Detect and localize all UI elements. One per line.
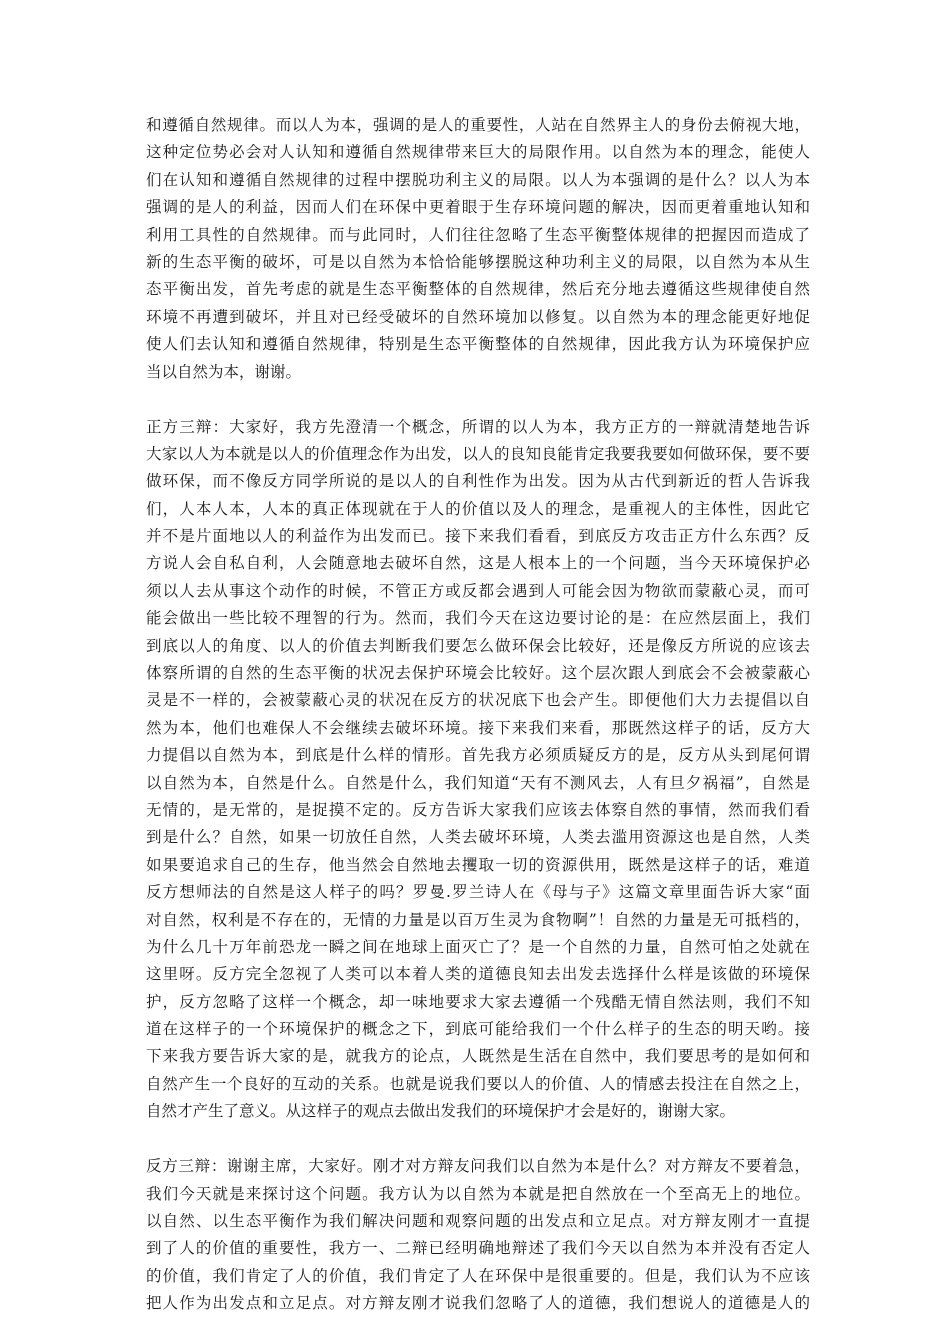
text-line: 当以自然为本，谢谢。: [146, 362, 302, 381]
text-line: 方说人会自私自利，人会随意地去破坏自然，这是人根本上的一个问题，当今天环境保护必: [146, 554, 810, 573]
text-line: 这里呀。反方完全忽视了人类可以本着人类的道德良知去出发去选择什么样是该做的环境保: [146, 965, 810, 984]
text-line: 为什么几十万年前恐龙一瞬之间在地球上面灭亡了？是一个自然的力量，自然可怕之处就在: [146, 937, 810, 956]
text-line: 以自然为本，自然是什么。自然是什么，我们知道“天有不测风去，人有旦夕祸福”，自然是: [146, 773, 810, 792]
text-line: 利用工具性的自然规律。而与此同时，人们往往忽略了生态平衡整体规律的把握因而造成了: [146, 225, 810, 244]
text-line: 下来我方要告诉大家的是，就我方的论点，人既然是生活在自然中，我们要思考的是如何和: [146, 1047, 810, 1066]
text-line: 我们今天就是来探讨这个问题。我方认为以自然为本就是把自然放在一个至高无上的地位。: [146, 1184, 810, 1203]
text-line: 强调的是人的利益，因而人们在环保中更着眼于生存环境问题的解决，因而更着重地认知和: [146, 198, 810, 217]
text-line: 这种定位势必会对人认知和遵循自然规律带来巨大的局限作用。以自然为本的理念，能使人: [146, 143, 810, 162]
paragraph-spacer: [146, 1126, 810, 1154]
text-line: 反方三辩：谢谢主席，大家好。刚才对方辩友问我们以自然为本是什么？对方辩友不要着急，: [146, 1157, 810, 1176]
text-line: 使人们去认知和遵循自然规律，特别是生态平衡整体的自然规律，因此我方认为环境保护应: [146, 335, 810, 354]
text-line: 的价值，我们肯定了人的价值，我们肯定了人在环保中是很重要的。但是，我们认为不应该: [146, 1266, 810, 1285]
text-line: 灵是不一样的，会被蒙蔽心灵的状况在反方的状况底下也会产生。即便他们大力去提倡以自: [146, 691, 810, 710]
text-line: 能会做出一些比较不理智的行为。然而，我们今天在这边要讨论的是：在应然层面上，我们: [146, 609, 810, 628]
text-line: 到是什么？自然，如果一切放任自然，人类去破坏环境，人类去滥用资源这也是自然，人类: [146, 828, 810, 847]
text-line: 护，反方忽略了这样一个概念，却一味地要求大家去遵循一个残酷无情自然法则，我们不知: [146, 992, 810, 1011]
text-line: 无情的，是无常的，是捉摸不定的。反方告诉大家我们应该去体察自然的事情，然而我们看: [146, 800, 810, 819]
text-line: 反方想师法的自然是这人样子的吗？罗曼.罗兰诗人在《母与子》这篇文章里面告诉大家“面: [146, 883, 810, 902]
text-line: 做环保，而不像反方同学所说的是以人的自利性作为出发。因为从古代到新近的哲人告诉我: [146, 472, 810, 491]
text-line: 道在这样子的一个环境保护的概念之下，到底可能给我们一个什么样子的生态的明天哟。接: [146, 1020, 810, 1039]
text-line: 们，人本人本，人本的真正体现就在于人的价值以及人的理念，是重视人的主体性，因此它: [146, 499, 810, 518]
text-line: 正方三辩：大家好，我方先澄清一个概念，所谓的以人为本，我方正方的一辩就清楚地告诉: [146, 417, 810, 436]
text-line: 力提倡以自然为本，到底是什么样的情形。首先我方必须质疑反方的是，反方从头到尾何谓: [146, 746, 810, 765]
paragraph-affirmative-third-debater: [146, 414, 810, 1126]
text-line: 并不是片面地以人的利益作为出发而已。接下来我们看看，到底反方攻击正方什么东西？反: [146, 527, 810, 546]
paragraph-closing-statement: [146, 112, 810, 386]
text-line: 新的生态平衡的破坏，可是以自然为本恰恰能够摆脱这种功利主义的局限，以自然为本从生: [146, 252, 810, 271]
text-line: 态平衡出发，首先考虑的就是生态平衡整体的自然规律，然后充分地去遵循这些规律使自然: [146, 280, 810, 299]
text-line: 须以人去从事这个动作的时候，不管正方或反都会遇到人可能会因为物欲而蒙蔽心灵，而可: [146, 581, 810, 600]
text-line: 自然才产生了意义。从这样子的观点去做出发我们的环境保护才会是好的，谢谢大家。: [146, 1102, 736, 1121]
text-line: 如果要追求自己的生存，他当然会自然地去攫取一切的资源供用，既然是这样子的话，难道: [146, 855, 810, 874]
text-line: 到底以人的角度、以人的价值去判断我们要怎么做环保会比较好，还是像反方所说的应该去: [146, 636, 810, 655]
text-line: 大家以人为本就是以人的价值理念作为出发，以人的良知良能肯定我要我要如何做环保，要不要: [146, 444, 810, 463]
text-line: 和遵循自然规律。而以人为本，强调的是人的重要性，人站在自然界主人的身份去俯视大地，: [146, 116, 810, 134]
text-line: 环境不再遭到破坏，并且对已经受破坏的自然环境加以修复。以自然为本的理念能更好地促: [146, 307, 810, 326]
text-line: 们在认知和遵循自然规律的过程中摆脱功利主义的局限。以人为本强调的是什么？以人为本: [146, 170, 810, 189]
text-line: 体察所谓的自然的生态平衡的状况去保护环境会比较好。这个层次跟人到底会不会被蒙蔽心: [146, 664, 810, 683]
document-page: [146, 112, 810, 1318]
text-line: 到了人的价值的重要性，我方一、二辩已经明确地辩述了我们今天以自然为本并没有否定人: [146, 1239, 810, 1258]
text-line: 以自然、以生态平衡作为我们解决问题和观察问题的出发点和立足点。对方辩友刚才一直提: [146, 1212, 810, 1231]
text-line: 把人作为出发点和立足点。对方辩友刚才说我们忽略了人的道德，我们想说人的道德是人的: [146, 1294, 810, 1313]
paragraph-negative-third-debater: [146, 1153, 810, 1317]
text-line: 然为本，他们也难保人不会继续去破坏环境。接下来我们来看，那既然这样子的话，反方大: [146, 718, 810, 737]
paragraph-spacer: [146, 386, 810, 414]
text-line: 自然产生一个良好的互动的关系。也就是说我们要以人的价值、人的情感去投注在自然之上，: [146, 1074, 810, 1093]
text-line: 对自然，权利是不存在的，无情的力量是以百万生灵为食物啊”！自然的力量是无可抵档的，: [146, 910, 810, 929]
